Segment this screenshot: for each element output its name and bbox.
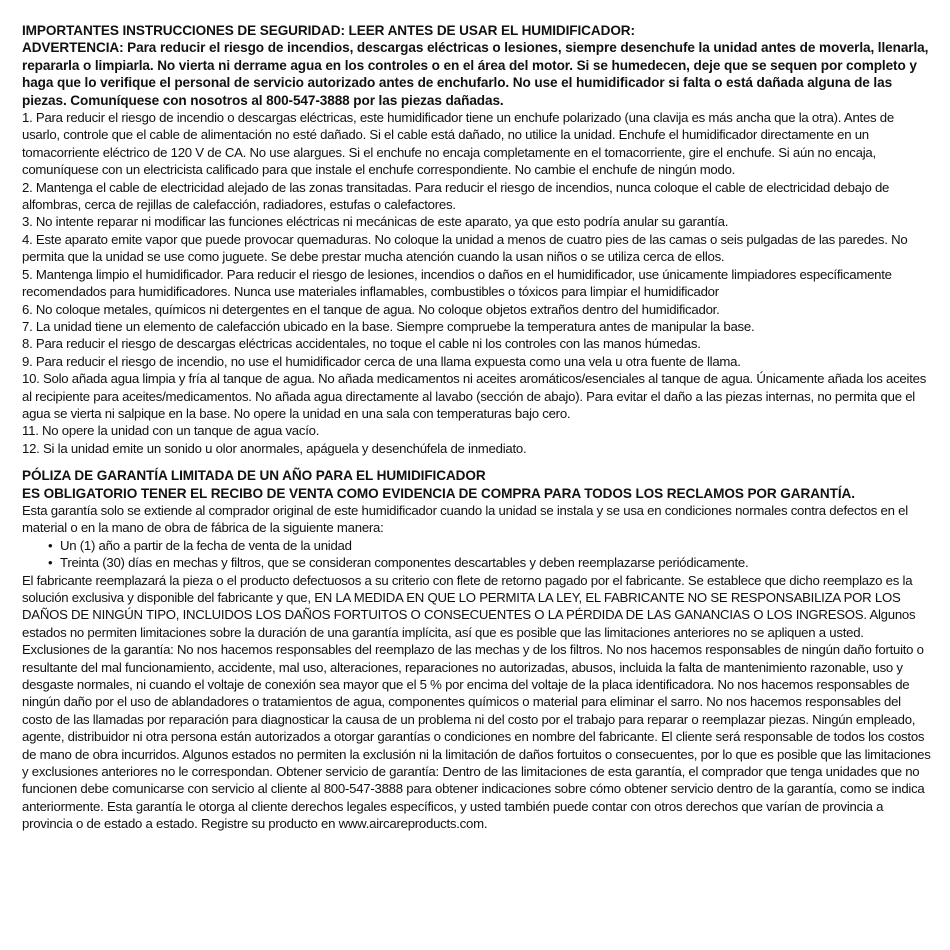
warranty-bullet-2: • Treinta (30) días en mechas y filtros, que se consideran componentes descartables y deben reemplazarse periódicamente.: [48, 554, 932, 571]
section-spacer: [22, 457, 932, 467]
warranty-bullet-1: • Un (1) año a partir de la fecha de venta de la unidad: [48, 537, 932, 554]
safety-item-1: 1. Para reducir el riesgo de incendio o descargas eléctricas, este humidificador tiene un enchufe polarizado (una clavija es más ancha que la otra). Antes de usarlo, controle que el cable de alimentación no esté dañado. Si el cable está dañado, no utilice la unidad. Enchufe el humidificador directamente en un tomacorriente eléctrico de 120 V de CA. No use alargues. Si el enchufe no encaja completamente en el tomacorriente, gire el enchufe. Si aún no encaja, comuníquese con un electricista calificado para que instale el enchufe correspondiente. No cambie el enchufe de ningún modo.: [22, 110, 894, 178]
safety-item-5: 5. Mantenga limpio el humidificador. Para reducir el riesgo de lesiones, incendios o daños en el humidificador, use únicamente limpiadores específicamente recomendados para humidificadores. Nunca use materiales inflamables, combustibles o tóxicos para limpiar el humidificador: [22, 266, 892, 300]
safety-item-11: 11. No opere la unidad con un tanque de agua vacío.: [22, 423, 320, 439]
safety-item-3: 3. No intente reparar ni modificar las funciones eléctricas ni mecánicas de este aparato, ya que esto podría anular su garantía.: [22, 214, 729, 230]
safety-item-4: 4. Este aparato emite vapor que puede provocar quemaduras. No coloque la unidad a menos de cuatro pies de las camas o seis pulgadas de las paredes. No permita que la unidad se use como juguete. Se debe prestar mucha atención cuando la usan niños o se utiliza cerca de ellos.: [22, 231, 908, 265]
safety-item-8: 8. Para reducir el riesgo de descargas eléctricas accidentales, no toque el cable ni los controles con las manos húmedas.: [22, 336, 701, 352]
safety-item-12: 12. Si la unidad emite un sonido u olor anormales, apáguela y desenchúfela de inmediato.: [22, 440, 527, 456]
warranty-bullet-list: [22, 537, 932, 572]
warranty-body: El fabricante reemplazará la pieza o el producto defectuosos a su criterio con flete de retorno pagado por el fabricante. Se establece que dicho reemplazo es la solución exclusiva y disponible del fabricante y que, EN LA MEDIDA EN QUE LO PERMITA LA LEY, EL FABRICANTE NO SE RESPONSABILIZA POR LOS DAÑOS DE NINGÚN TIPO, INCLUIDOS LOS DAÑOS FORTUITOS O CONSECUENTES O LA PÉRDIDA DE LAS GANANCIAS O LOS INGRESOS. Algunos estados no permiten limitaciones sobre la duración de una garantía implícita, así que es posible que las limitaciones anteriores no se apliquen a usted. Exclusiones de la garantía: No nos hacemos responsables del reemplazo de las mechas y de los filtros. No nos hacemos responsables de ningún daño fortuito o resultante del mal funcionamiento, accidente, mal uso, alteraciones, reparaciones no autorizadas, abusos, incluida la falta de mantenimiento razonable, uso y desgaste normales, ni cuando el voltaje de conexión sea mayor que el 5 % por encima del voltaje de la placa identificadora. No nos hacemos responsables de ningún daño por el uso de ablandadores o tratamientos de agua, componentes químicos o material para eliminar el sarro. No nos hacemos responsables del costo de las llamadas por reparación para diagnosticar la causa de un problema ni del costo por el trabajo para reparar o reemplazar piezas. Ningún empleado, agente, distribuidor ni otra persona están autorizados a otorgar garantías o condiciones en nombre del fabricante. El cliente será responsable de todos los costos de mano de obra incurridos. Algunos estados no permiten la exclusión ni la limitación de daños fortuitos o consecuentes, por lo que es posible que las limitaciones y exclusiones anteriores no le correspondan. Obtener servicio de garantía: Dentro de las limitaciones de esta garantía, el comprador que tenga unidades que no funcionen debe comunicarse con servicio al cliente al 800-547-3888 para obtener indicaciones sobre cómo obtener servicio dentro de la garantía, como se indica anteriormente. Esta garantía le otorga al cliente derechos legales específicos, y usted también puede contar con otros derechos que varían de provincia a provincia o de estado a estado. Registre su producto en www.aircareproducts.com.: [22, 572, 931, 832]
safety-item-2: 2. Mantenga el cable de electricidad alejado de las zonas transitadas. Para reducir el riesgo de incendios, nunca coloque el cable de electricidad debajo de alfombras, cerca de rejillas de calefacción, radiadores, estufas o calefactores.: [22, 179, 890, 213]
safety-item-6: 6. No coloque metales, químicos ni detergentes en el tanque de agua. No coloque objetos extraños dentro del humidificador.: [22, 301, 720, 317]
safety-section: [22, 22, 932, 457]
warranty-section: [22, 467, 932, 833]
warranty-title: PÓLIZA DE GARANTÍA LIMITADA DE UN AÑO PARA EL HUMIDIFICADOR: [22, 468, 486, 484]
safety-item-10: 10. Solo añada agua limpia y fría al tanque de agua. No añada medicamentos ni aceites aromáticos/esenciales al tanque de agua. Únicamente añada los aceites al recipiente para aceites/medicamentos. No añada agua directamente al lavabo (sección de abajo). Para evitar el daño a las piezas internas, no permita que el agua se vierta ni salpique en la base. No opere la unidad en una sala con temperaturas bajo cero.: [22, 371, 927, 421]
warranty-subtitle: ES OBLIGATORIO TENER EL RECIBO DE VENTA COMO EVIDENCIA DE COMPRA PARA TODOS LOS RECLAMOS POR GARANTÍA.: [22, 485, 855, 501]
safety-warning: ADVERTENCIA: Para reducir el riesgo de incendios, descargas eléctricas o lesiones, siempre desenchufe la unidad antes de moverla, llenarla, repararla o limpiarla. No vierta ni derrame agua en los controles o en el área del motor. Si se humedecen, deje que se sequen por completo y haga que lo verifique el personal de servicio autorizado antes de enchufarlo. No use el humidificador si falta o está dañada alguna de las piezas. Comuníquese con nosotros al 800-547-3888 por las piezas dañadas.: [22, 40, 929, 108]
safety-title: IMPORTANTES INSTRUCCIONES DE SEGURIDAD: LEER ANTES DE USAR EL HUMIDIFICADOR:: [22, 23, 635, 38]
safety-item-9: 9. Para reducir el riesgo de incendio, no use el humidificador cerca de una llama expuesta como una vela u otra fuente de llama.: [22, 353, 741, 369]
warranty-intro: Esta garantía solo se extiende al comprador original de este humidificador cuando la unidad se instala y se usa en condiciones normales contra defectos en el material o en la mano de obra de fábrica de la siguiente manera:: [22, 502, 908, 536]
safety-item-7: 7. La unidad tiene un elemento de calefacción ubicado en la base. Siempre compruebe la temperatura antes de manipular la base.: [22, 318, 755, 334]
